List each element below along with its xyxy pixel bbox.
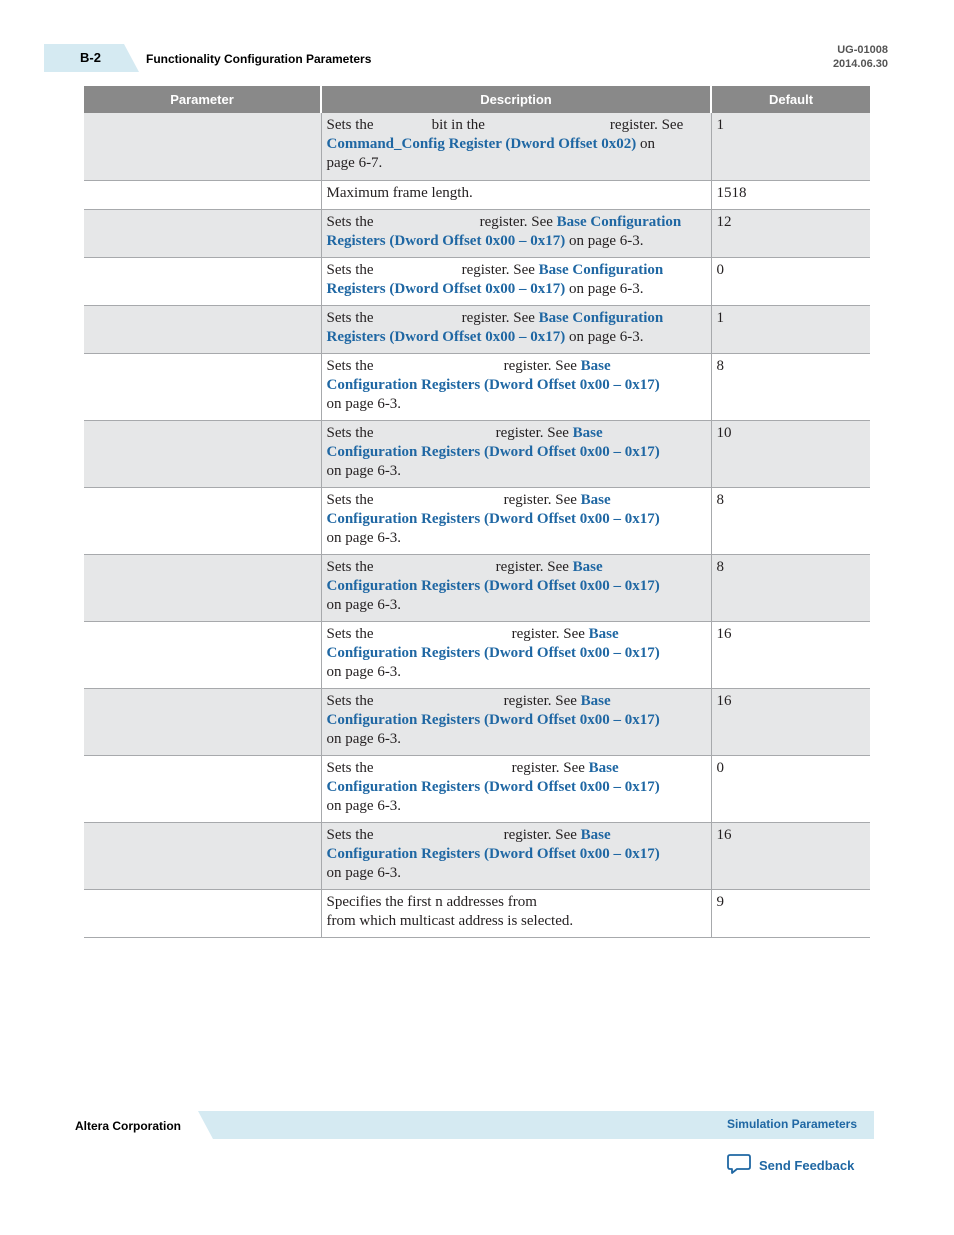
parameter-cell (84, 554, 321, 621)
default-cell: 16 (711, 688, 870, 755)
description-cell: Sets the register. See Base Configuration Registers (Dword Offset 0x00 – 0x17) on page 6-3. (321, 487, 711, 554)
description-cell: Specifies the first n addresses from from which multicast address is selected. (321, 889, 711, 937)
table-row (84, 822, 870, 889)
base-config-link[interactable]: Configuration Registers (Dword Offset 0x00 – 0x17) (326, 443, 660, 460)
page-number: B-2 (80, 50, 101, 65)
section-title: Functionality Configuration Parameters (146, 52, 372, 66)
default-cell: 1518 (711, 180, 870, 209)
table-row (84, 755, 870, 822)
description-cell: Sets the register. See Base Configuration Registers (Dword Offset 0x00 – 0x17) on page 6-3. (321, 305, 711, 353)
base-config-link[interactable]: Base (588, 625, 619, 642)
default-cell: 1 (711, 305, 870, 353)
base-config-link[interactable]: Configuration Registers (Dword Offset 0x00 – 0x17) (326, 711, 660, 728)
base-config-link[interactable]: Registers (Dword Offset 0x00 – 0x17) (326, 280, 566, 297)
default-cell: 9 (711, 889, 870, 937)
default-cell: 8 (711, 554, 870, 621)
column-header-default: Default (711, 86, 870, 113)
parameter-cell (84, 487, 321, 554)
parameter-cell (84, 688, 321, 755)
parameter-cell (84, 889, 321, 937)
default-cell: 0 (711, 257, 870, 305)
parameter-cell (84, 353, 321, 420)
doc-info (833, 43, 888, 71)
base-config-link[interactable]: Base Configuration (538, 261, 664, 278)
description-cell: Sets the register. See Base Configuration Registers (Dword Offset 0x00 – 0x17) on page 6-3. (321, 621, 711, 688)
table-row (84, 113, 870, 180)
parameter-table (84, 86, 870, 938)
parameter-cell (84, 209, 321, 257)
description-cell: Sets the register. See Base Configuration Registers (Dword Offset 0x00 – 0x17) on page 6-3. (321, 554, 711, 621)
table-header-row (84, 86, 870, 113)
description-cell: Sets the register. See Base Configuration Registers (Dword Offset 0x00 – 0x17) on page 6-3. (321, 755, 711, 822)
default-cell: 1 (711, 113, 870, 180)
parameter-cell (84, 755, 321, 822)
column-header-description: Description (321, 86, 711, 113)
doc-id: UG-01008 (837, 44, 888, 56)
parameter-cell (84, 420, 321, 487)
table-row (84, 257, 870, 305)
table-row (84, 889, 870, 937)
table-row (84, 554, 870, 621)
speech-bubble-icon (727, 1153, 751, 1178)
company-name: Altera Corporation (75, 1119, 182, 1133)
base-config-link[interactable]: Configuration Registers (Dword Offset 0x00 – 0x17) (326, 778, 660, 795)
parameter-cell (84, 257, 321, 305)
description-cell: Sets the register. See Base Configuration Registers (Dword Offset 0x00 – 0x17) on page 6-3. (321, 822, 711, 889)
simulation-parameters-link[interactable]: Simulation Parameters (726, 1117, 857, 1131)
default-cell: 0 (711, 755, 870, 822)
base-config-link[interactable]: Base (580, 826, 611, 843)
send-feedback-label: Send Feedback (759, 1158, 855, 1173)
description-cell: Sets the register. See Base Configuration Registers (Dword Offset 0x00 – 0x17) on page 6-3. (321, 420, 711, 487)
table-row (84, 180, 870, 209)
description-cell: Sets the bit in the register. See Command_Config Register (Dword Offset 0x02) on page 6-7. (321, 113, 711, 180)
table-row (84, 353, 870, 420)
send-feedback-link[interactable] (727, 1153, 854, 1178)
default-cell: 8 (711, 353, 870, 420)
table-row (84, 209, 870, 257)
base-config-link[interactable]: Configuration Registers (Dword Offset 0x00 – 0x17) (326, 376, 660, 393)
base-config-link[interactable]: Base (580, 491, 611, 508)
base-config-link[interactable]: Registers (Dword Offset 0x00 – 0x17) (326, 232, 566, 249)
column-header-parameter: Parameter (84, 86, 321, 113)
table-row (84, 487, 870, 554)
table-row (84, 305, 870, 353)
parameter-cell (84, 113, 321, 180)
base-config-link[interactable]: Base (580, 357, 611, 374)
table-row (84, 420, 870, 487)
description-cell: Sets the register. See Base Configuration Registers (Dword Offset 0x00 – 0x17) on page 6-3. (321, 353, 711, 420)
table-row (84, 621, 870, 688)
base-config-link[interactable]: Base (580, 692, 611, 709)
parameter-cell (84, 180, 321, 209)
base-config-link[interactable]: Registers (Dword Offset 0x00 – 0x17) (326, 328, 566, 345)
base-config-link[interactable]: Base (588, 759, 619, 776)
table-row (84, 688, 870, 755)
base-config-link[interactable]: Configuration Registers (Dword Offset 0x00 – 0x17) (326, 510, 660, 527)
description-cell: Sets the register. See Base Configuration Registers (Dword Offset 0x00 – 0x17) on page 6-3. (321, 688, 711, 755)
base-config-link[interactable]: Base Configuration (556, 213, 682, 230)
parameter-cell (84, 621, 321, 688)
default-cell: 16 (711, 621, 870, 688)
base-config-link[interactable]: Base (572, 424, 603, 441)
default-cell: 16 (711, 822, 870, 889)
description-cell: Sets the register. See Base Configuration Registers (Dword Offset 0x00 – 0x17) on page 6-3. (321, 209, 711, 257)
base-config-link[interactable]: Base Configuration (538, 309, 664, 326)
command-config-link[interactable]: Command_Config Register (Dword Offset 0x02) (326, 136, 637, 152)
base-config-link[interactable]: Configuration Registers (Dword Offset 0x00 – 0x17) (326, 577, 660, 594)
base-config-link[interactable]: Base (572, 558, 603, 575)
description-cell: Maximum frame length. (321, 180, 711, 209)
parameter-cell (84, 305, 321, 353)
default-cell: 10 (711, 420, 870, 487)
doc-date: 2014.06.30 (832, 58, 888, 70)
description-cell: Sets the register. See Base Configuration Registers (Dword Offset 0x00 – 0x17) on page 6-3. (321, 257, 711, 305)
parameter-cell (84, 822, 321, 889)
base-config-link[interactable]: Configuration Registers (Dword Offset 0x00 – 0x17) (326, 644, 660, 661)
default-cell: 8 (711, 487, 870, 554)
default-cell: 12 (711, 209, 870, 257)
base-config-link[interactable]: Configuration Registers (Dword Offset 0x00 – 0x17) (326, 845, 660, 862)
